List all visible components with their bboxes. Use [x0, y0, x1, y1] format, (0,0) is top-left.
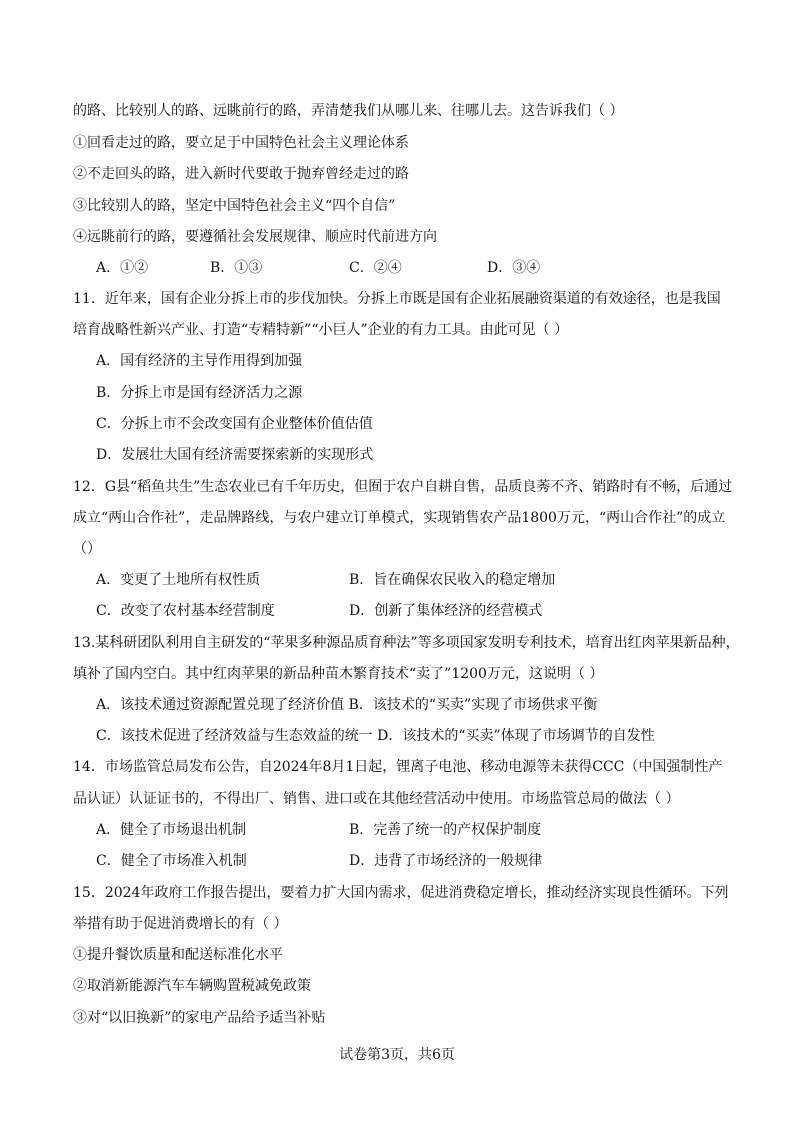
q10-stem-end: 的路、比较别人的路、远眺前行的路，弄清楚我们从哪儿来、往哪儿去。这告诉我们（ ） — [73, 103, 624, 119]
q11-option-b: B．分拆上市是国有经济活力之源 — [96, 385, 303, 401]
q15-stem-line-2: 举措有助于促进消费增长的有（ ） — [73, 916, 288, 932]
q10-option-a: A．①② — [96, 260, 149, 276]
q15-item-1: ①提升餐饮质量和配送标准化水平 — [73, 947, 283, 963]
q15-item-2: ②取消新能源汽车车辆购置税减免政策 — [73, 978, 311, 994]
q12-option-a: A．变更了土地所有权性质 — [96, 572, 261, 588]
q11-option-d: D．发展壮大国有经济需要探索新的实现形式 — [96, 447, 374, 463]
q14-option-b: B．完善了统一的产权保护制度 — [349, 822, 542, 838]
page-footer: 试卷第3页，共6页 — [339, 1047, 455, 1063]
q11-stem-line-1: 11．近年来，国有企业分拆上市的步伐加快。分拆上市既是国有企业拓展融资渠道的有效途径，也是我国 — [73, 291, 721, 307]
q10-item-3: ③比较别人的路，坚定中国特色社会主义“四个自信” — [73, 198, 396, 214]
q10-item-4: ④远眺前行的路，要遵循社会发展规律、顺应时代前进方向 — [73, 229, 437, 245]
q14-stem-line-1: 14．市场监管总局发布公告，自2024年8月1日起，锂离子电池、移动电源等未获得CCC（中国强制性产 — [73, 759, 723, 775]
q11-option-c: C．分拆上市不会改变国有企业整体价值估值 — [96, 416, 373, 432]
q15-stem-line-1: 15．2024年政府工作报告提出，要着力扩大国内需求，促进消费稳定增长，推动经济实现良性循环。下列 — [73, 885, 729, 901]
q10-option-c: C．②④ — [349, 260, 402, 276]
q12-option-c: C．改变了农村基本经营制度 — [96, 603, 275, 619]
q10-option-b: B．①③ — [210, 260, 263, 276]
q10-item-1: ①回看走过的路，要立足于中国特色社会主义理论体系 — [73, 135, 409, 151]
q14-option-d: D．违背了市场经济的一般规律 — [349, 853, 543, 869]
q13-stem-line-2: 填补了国内空白。其中红肉苹果的新品种苗木繁育技术“卖了”1200万元，这说明（ ） — [73, 666, 604, 682]
q12-stem-line-2: 成立“两山合作社”，走品牌路线，与农户建立订单模式，实现销售农产品1800万元，“两山合作社”的成立 — [73, 510, 726, 526]
q11-stem-line-2: 培育战略性新兴产业、打造“专精特新”“小巨人”企业的有力工具。由此可见（ ） — [73, 322, 569, 338]
q14-stem-line-2: 品认证）认证证书的，不得出厂、销售、进口或在其他经营活动中使用。市场监管总局的做法（ ） — [73, 791, 680, 807]
q10-item-2: ②不走回头的路，进入新时代要敢于抛弃曾经走过的路 — [73, 166, 409, 182]
q11-option-a: A．国有经济的主导作用得到加强 — [96, 353, 303, 369]
q14-option-c: C．健全了市场准入机制 — [96, 853, 247, 869]
q13-options-cd: C．该技术促进了经济效益与生态效益的统一 D．该技术的“买卖”体现了市场调节的自发性 — [96, 728, 655, 744]
q12-option-d: D．创新了集体经济的经营模式 — [349, 603, 543, 619]
q14-option-a: A．健全了市场退出机制 — [96, 822, 247, 838]
q10-option-d: D．③④ — [487, 260, 541, 276]
q13-options-ab: A．该技术通过资源配置兑现了经济价值 B．该技术的“买卖”实现了市场供求平衡 — [96, 697, 598, 713]
q13-stem-line-1: 13.某科研团队利用自主研发的“苹果多种源品质育种法”等多项国家发明专利技术，培育出红肉苹果新品种， — [73, 635, 740, 651]
q12-stem-line-3: （） — [73, 541, 101, 557]
q15-item-3: ③对“以旧换新”的家电产品给予适当补贴 — [73, 1010, 326, 1026]
q12-stem-line-1: 12．G县“稻鱼共生”生态农业已有千年历史，但囿于农户自耕自售，品质良莠不齐、销路时有不畅，后通过 — [73, 479, 733, 495]
q12-option-b: B．旨在确保农民收入的稳定增加 — [349, 572, 556, 588]
